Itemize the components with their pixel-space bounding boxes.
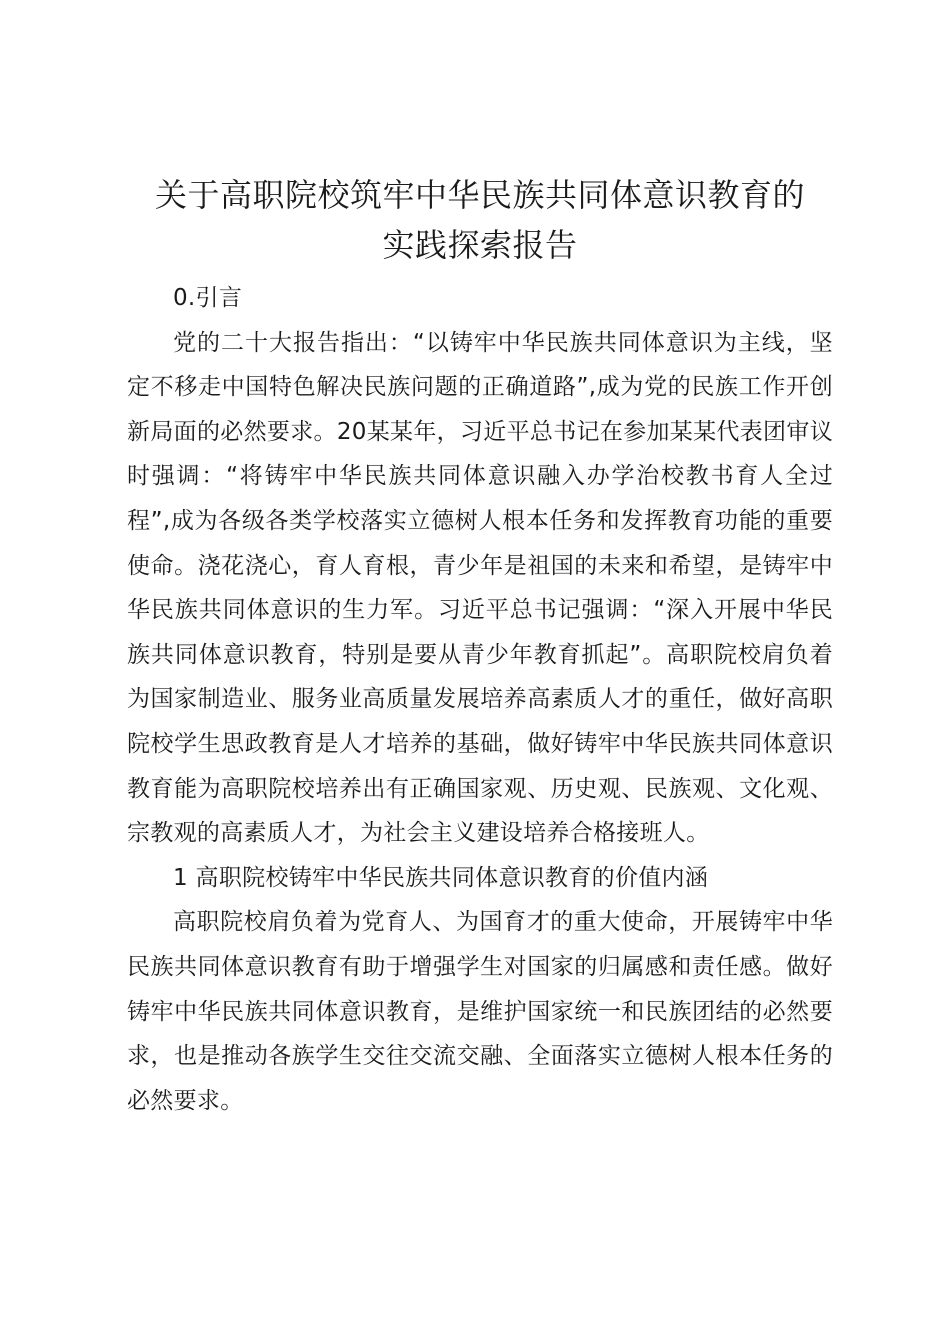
document-body: [127, 276, 833, 1123]
document-page: [127, 170, 833, 1123]
document-title: [127, 170, 833, 270]
section-heading-introduction: 0.引言: [173, 285, 243, 311]
title-line-2: 实践探索报告: [382, 226, 578, 264]
paragraph-value-connotation: 高职院校肩负着为党育人、为国育才的重大使命，开展铸牢中华民族共同体意识教育有助于增强学生对国家的归属感和责任感。做好铸牢中华民族共同体意识教育，是维护国家统一和民族团结的必然要求，也是推动各族学生交往交流交融、全面落实立德树人根本任务的必然要求。: [127, 909, 833, 1114]
title-line-1: 关于高职院校筑牢中华民族共同体意识教育的: [154, 176, 805, 214]
paragraph-introduction: 党的二十大报告指出：“以铸牢中华民族共同体意识为主线，坚定不移走中国特色解决民族问题的正确道路”,成为党的民族工作开创新局面的必然要求。20某某年，习近平总书记在参加某某代表团审议时强调：“将铸牢中华民族共同体意识融入办学治校教书育人全过程”,成为各级各类学校落实立德树人根本任务和发挥教育功能的重要使命。浇花浇心，育人育根，青少年是祖国的未来和希望，是铸牢中华民族共同体意识的生力军。习近平总书记强调：“深入开展中华民族共同体意识教育，特别是要从青少年教育抓起”。高职院校肩负着为国家制造业、服务业高质量发展培养高素质人才的重任，做好高职院校学生思政教育是人才培养的基础，做好铸牢中华民族共同体意识教育能为高职院校培养出有正确国家观、历史观、民族观、文化观、宗教观的高素质人才，为社会主义建设培养合格接班人。: [127, 329, 833, 847]
section-heading-value-connotation: 1 高职院校铸牢中华民族共同体意识教育的价值内涵: [173, 864, 709, 891]
